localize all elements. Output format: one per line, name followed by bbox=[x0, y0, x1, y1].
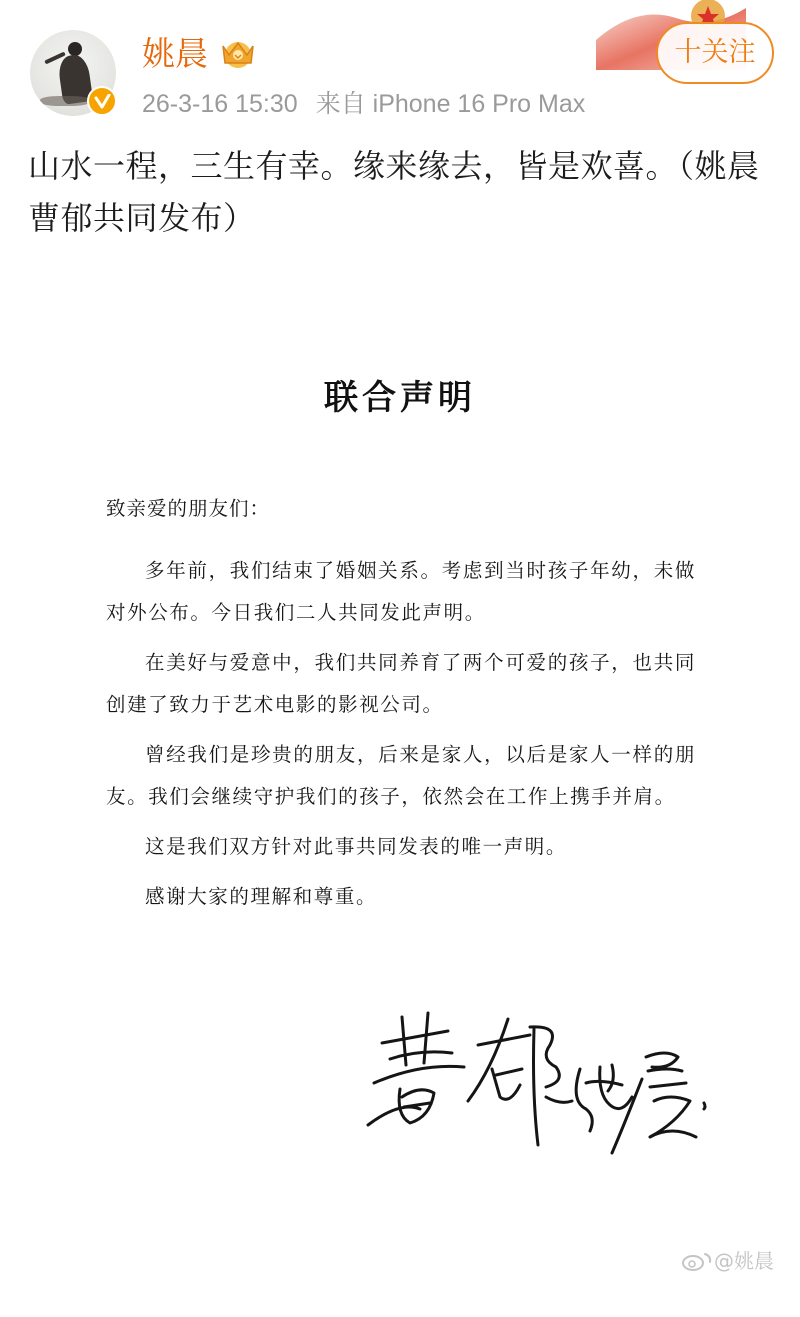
statement-body bbox=[106, 490, 696, 926]
username[interactable]: 姚晨 bbox=[142, 34, 208, 73]
statement-greeting: 致亲爱的朋友们： bbox=[106, 497, 271, 520]
statement-paragraph: 这是我们双方针对此事共同发表的唯一声明。 bbox=[145, 835, 568, 858]
statement-title: 联合声明 bbox=[324, 378, 476, 418]
statement-image[interactable] bbox=[0, 250, 800, 1317]
statement-paragraph: 曾经我们是珍贵的朋友，后来是家人，以后是家人一样的朋友。我们会继续守护我们的孩子，依然会在工作上携手并肩。 bbox=[106, 743, 696, 808]
statement-paragraph: 在美好与爱意中，我们共同养育了两个可爱的孩子，也共同创建了致力于艺术电影的影视公司。 bbox=[106, 651, 696, 716]
post-text: 山水一程，三生有幸。缘来缘去，皆是欢喜。（姚晨曹郁共同发布） bbox=[28, 147, 760, 237]
member-crown-icon[interactable] bbox=[218, 36, 258, 72]
watermark bbox=[680, 1245, 774, 1274]
post-meta bbox=[142, 86, 585, 122]
follow-button[interactable]: 十关注 bbox=[656, 22, 774, 84]
handwritten-signature bbox=[360, 1005, 740, 1165]
watermark-text: @姚晨 bbox=[714, 1249, 774, 1273]
check-icon bbox=[94, 94, 111, 109]
post-timestamp: 26-3-16 15:30 bbox=[142, 90, 298, 118]
avatar-ground bbox=[40, 96, 90, 106]
weibo-logo-icon bbox=[680, 1251, 714, 1271]
statement-paragraph: 感谢大家的理解和尊重。 bbox=[145, 885, 378, 908]
statement-paragraph: 多年前，我们结束了婚姻关系。考虑到当时孩子年幼，未做对外公布。今日我们二人共同发此声明。 bbox=[106, 559, 696, 624]
verified-badge-icon bbox=[87, 86, 117, 116]
post-source[interactable]: 来自 iPhone 16 Pro Max bbox=[315, 90, 586, 118]
